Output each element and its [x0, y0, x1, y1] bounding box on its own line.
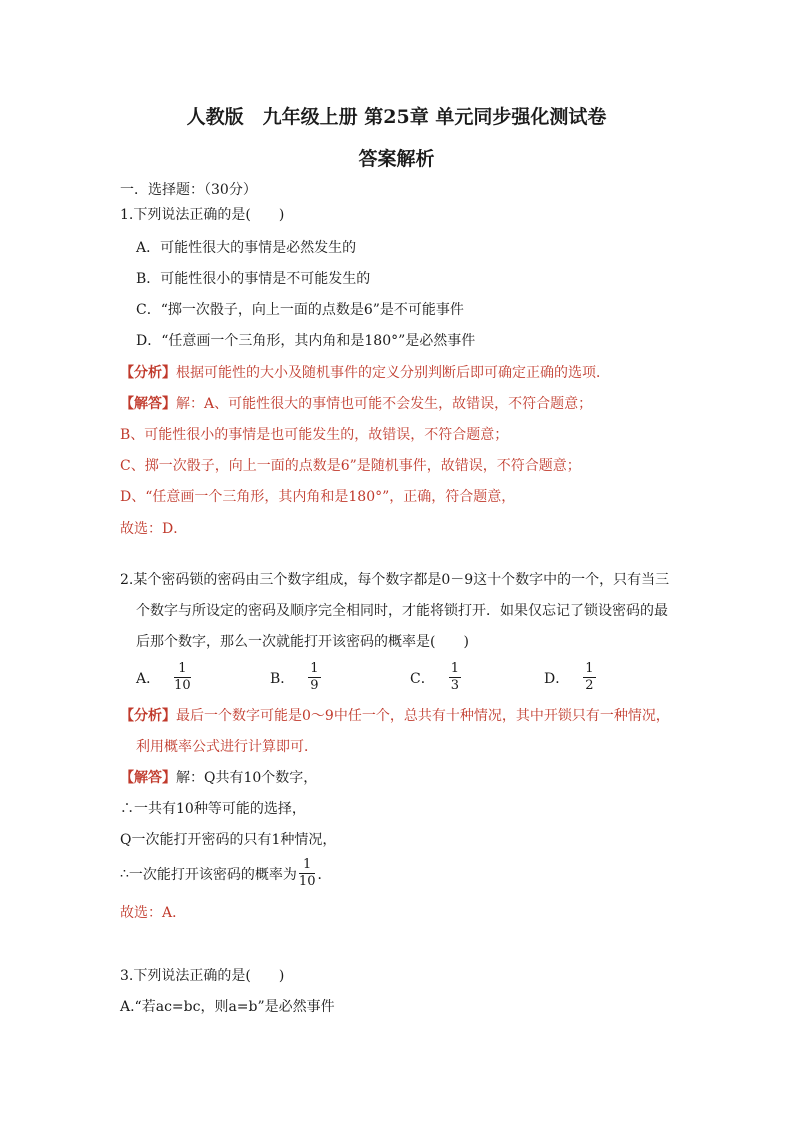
q2-stem-line-2: 个数字与所设定的密码及顺序完全相同时，才能将锁打开．如果仅忘记了锁设密码的最: [136, 603, 668, 619]
q2-stem-line-1: 2.某个密码锁的密码由三个数字组成，每个数字都是0－9这十个数字中的一个，只有当三: [120, 572, 670, 588]
section-heading: 一．选择题：（30分）: [120, 182, 257, 198]
q2-choice: 故选：A．: [120, 905, 187, 921]
q1-analysis: [120, 363, 610, 383]
q2-answer-line-2: [120, 799, 306, 819]
q2-option-a-numerator: 1: [178, 661, 187, 676]
q2-option-d-numerator: 1: [585, 661, 594, 676]
q2-option-c: [410, 662, 463, 693]
q2-option-a-fraction: [174, 662, 191, 693]
document-title: 人教版 九年级上册 第25章 单元同步强化测试卷: [186, 106, 607, 128]
q2-stem-line-3: 后那个数字，那么一次就能打开该密码的概率是( ): [136, 634, 469, 650]
q2-option-b-label: B．: [270, 670, 295, 687]
q2-analysis-line-2: 利用概率公式进行计算即可．: [136, 739, 318, 755]
q2-analysis-text-1: 最后一个数字可能是0～9中任一个，总共有十种情况，其中开锁只有一种情况，: [176, 708, 670, 724]
q2-option-a-denominator: 10: [174, 678, 191, 693]
q1-option-b: B．可能性很小的事情是不可能发生的: [136, 271, 371, 287]
q2-answer-line-4: [120, 858, 331, 889]
q2-option-b-denominator: 9: [310, 678, 319, 693]
q2-answer-text-4-end: ．: [317, 866, 332, 883]
q1-answer-line-4: D、“任意画一个三角形，其内角和是180°”，正确，符合题意，: [120, 489, 516, 505]
q2-option-b: [270, 662, 323, 693]
q2-answer-denominator: 10: [298, 874, 316, 889]
q1-answer-line-1: [120, 394, 592, 414]
q1-analysis-text: 根据可能性的大小及随机事件的定义分别判断后即可确定正确的选项．: [176, 365, 610, 381]
q1-analysis-tag: 【分析】: [120, 365, 176, 381]
q2-option-d: [544, 662, 598, 693]
q1-answer-text-1: 解：A、可能性很大的事情也可能不会发生，故错误，不符合题意；: [176, 396, 593, 412]
q2-option-d-fraction: [583, 662, 595, 693]
q2-analysis-line-1: [120, 706, 670, 726]
q1-stem: 1.下列说法正确的是( ): [120, 207, 285, 223]
q2-answer-line-1: [120, 768, 317, 788]
q2-answer-line-3: Q一次能打开密码的只有1种情况，: [120, 832, 337, 848]
q1-option-c: C．“掷一次骰子，向上一面的点数是6”是不可能事件: [136, 302, 464, 318]
q1-answer-line-3: C、掷一次骰子，向上一面的点数是6”是随机事件，故错误，不符合题意；: [120, 458, 581, 474]
q1-option-d: D．“任意画一个三角形，其内角和是180°”是必然事件: [136, 333, 476, 349]
q2-option-b-numerator: 1: [310, 661, 319, 676]
q1-answer-tag: 【解答】: [120, 396, 176, 412]
q2-answer-fraction: [299, 858, 316, 889]
q2-option-b-fraction: [308, 662, 320, 693]
q3-option-a: A.“若ac=bc，则a=b”是必然事件: [120, 999, 335, 1015]
q1-option-a: A．可能性很大的事情是必然发生的: [136, 240, 357, 256]
q2-answer-text-2: 一共有10种等可能的选择，: [134, 801, 306, 817]
q2-option-c-label: C．: [410, 670, 435, 687]
therefore-symbol: ∴: [120, 801, 134, 817]
q1-answer-line-2: B、可能性很小的事情是也可能发生的，故错误，不符合题意；: [120, 427, 509, 443]
q2-answer-numerator: 1: [303, 857, 312, 872]
q2-answer-tag: 【解答】: [120, 770, 176, 786]
q3-stem: 3.下列说法正确的是( ): [120, 968, 285, 984]
q2-answer-text-1: 解：Q共有10个数字，: [176, 770, 318, 786]
document-subtitle: 答案解析: [358, 148, 435, 170]
q2-option-d-denominator: 2: [585, 678, 594, 693]
q2-option-a-label: A．: [136, 670, 161, 687]
q2-option-a: [136, 662, 193, 693]
q2-option-c-numerator: 1: [450, 661, 459, 676]
q2-answer-text-4: 一次能打开该密码的概率为: [128, 866, 297, 883]
q1-choice: 故选：D．: [120, 521, 188, 537]
q2-option-d-label: D．: [544, 670, 570, 687]
q2-option-c-fraction: [449, 662, 461, 693]
therefore-symbol: ∴: [120, 865, 129, 882]
q2-analysis-tag: 【分析】: [120, 708, 176, 724]
q2-option-c-denominator: 3: [450, 678, 459, 693]
